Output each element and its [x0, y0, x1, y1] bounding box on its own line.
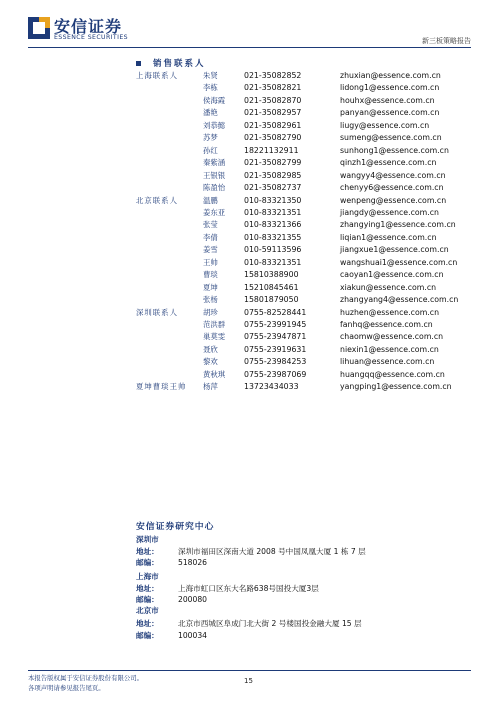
footer-divider: [28, 670, 471, 671]
contact-name: 杨萍: [203, 382, 218, 392]
table-row: [0, 120, 499, 132]
contact-phone: 021-35082799: [244, 158, 302, 168]
footer-disclaimer: 各项声明请参见报告尾页。: [28, 684, 105, 692]
contact-name: 黄秋琪: [203, 369, 226, 379]
logo-chinese-text: 安信证券: [54, 17, 123, 36]
address-label: 地址：: [136, 584, 159, 593]
table-row: [0, 95, 499, 107]
contact-email[interactable]: liqian1@essence.com.cn: [340, 232, 437, 242]
section-square-icon: [136, 61, 141, 66]
contact-phone: 010-83321351: [244, 207, 302, 217]
office-city: 深圳市: [136, 535, 159, 544]
contact-email[interactable]: fanhq@essence.com.cn: [340, 320, 433, 329]
table-row: [0, 182, 499, 194]
contact-email[interactable]: chenyy6@essence.com.cn: [340, 183, 444, 193]
office-city-row: [136, 605, 159, 616]
contact-phone: 010-83321350: [244, 195, 302, 205]
section-title: 销售联系人: [153, 59, 206, 69]
office-postcode-row: [136, 630, 207, 641]
contact-phone: 010-83321355: [244, 232, 302, 242]
table-row: [0, 145, 499, 157]
contact-email[interactable]: huangqq@essence.com.cn: [340, 369, 445, 379]
office-address-row: [136, 546, 366, 557]
contact-email[interactable]: chaomw@essence.com.cn: [340, 332, 444, 342]
office-postcode: 518026: [178, 558, 207, 567]
table-row: [0, 307, 499, 319]
office-address-row: [136, 618, 362, 629]
contact-region: 上海联系人: [136, 71, 178, 80]
contact-phone: 010-83321351: [244, 257, 302, 267]
contact-name: 姜东亚: [203, 207, 226, 217]
contact-phone: 0755-23919631: [244, 344, 307, 354]
contact-email[interactable]: huzhen@essence.com.cn: [340, 307, 440, 317]
contact-name: 巢莫雯: [203, 332, 226, 342]
table-row: [0, 269, 499, 281]
contact-email[interactable]: qinzh1@essence.com.cn: [340, 158, 437, 168]
contact-name: 聂欣: [203, 344, 218, 354]
contact-phone: 0755-82528441: [244, 307, 307, 317]
logo-mark-icon: [28, 17, 50, 39]
contact-email[interactable]: zhangyang4@essence.com.cn: [340, 295, 459, 305]
contact-email[interactable]: zhangying1@essence.com.cn: [340, 220, 456, 230]
table-row: [0, 356, 499, 368]
contact-name: 朱贤: [203, 71, 218, 80]
contact-phone: 15210845461: [244, 282, 299, 292]
contact-email[interactable]: wenpeng@essence.com.cn: [340, 195, 447, 205]
contact-region: 深圳联系人: [136, 307, 178, 317]
contact-name: 苏梦: [203, 133, 218, 143]
contact-name: 潘艳: [203, 108, 218, 118]
table-row: [0, 381, 499, 393]
contact-email[interactable]: jiangdy@essence.com.cn: [340, 207, 439, 217]
contact-phone: 021-35082790: [244, 133, 302, 143]
contact-phone: 021-35082821: [244, 83, 302, 93]
contact-name: 王银银: [203, 170, 226, 180]
contact-email[interactable]: yangping1@essence.com.cn: [340, 382, 452, 392]
table-row: [0, 82, 499, 94]
page-number: 15: [244, 677, 253, 685]
contact-name: 侯海霞: [203, 95, 226, 105]
contact-phone: 15810388900: [244, 270, 299, 280]
address-label: 地址：: [136, 547, 159, 556]
contact-email[interactable]: sunhong1@essence.com.cn: [340, 145, 449, 155]
contact-name: 孙红: [203, 145, 218, 155]
postcode-label: 邮编：: [136, 595, 159, 604]
contact-email[interactable]: wangshuai1@essence.com.cn: [340, 257, 458, 267]
office-address: 北京市西城区阜成门北大街 2 号楼国投金融大厦 15 层: [178, 619, 362, 628]
contact-name: 秦紫涵: [203, 158, 226, 168]
table-row: [0, 170, 499, 182]
table-row: [0, 157, 499, 169]
contact-name: 温鹏: [203, 195, 218, 205]
contact-email[interactable]: sumeng@essence.com.cn: [340, 133, 442, 143]
table-row: [0, 294, 499, 306]
contact-name: 曹琰: [203, 270, 218, 280]
office-address-row: [136, 583, 319, 594]
table-row: [0, 132, 499, 144]
office-city-row: [136, 571, 159, 582]
footer-copyright: 本报告版权属于安信证券股份有限公司。: [28, 674, 144, 682]
contact-phone: 0755-23991945: [244, 320, 307, 329]
office-city: 北京市: [136, 606, 159, 615]
header-divider: [28, 47, 471, 48]
office-city: 上海市: [136, 572, 159, 581]
contact-phone: 15801879050: [244, 295, 299, 305]
table-row: [0, 207, 499, 219]
postcode-label: 邮编：: [136, 558, 159, 567]
contact-name: 李倩: [203, 232, 218, 242]
table-row: [0, 195, 499, 207]
report-type: 新三板策略报告: [422, 37, 471, 45]
office-postcode: 100034: [178, 631, 207, 640]
contact-email[interactable]: lihuan@essence.com.cn: [340, 357, 435, 367]
contact-email[interactable]: wangyy4@essence.com.cn: [340, 170, 446, 180]
contact-region: 北京联系人: [136, 195, 178, 205]
contact-name: 李栋: [203, 83, 218, 93]
contact-phone: 021-35082737: [244, 183, 302, 193]
contact-name: 胡珍: [203, 307, 218, 317]
contact-email[interactable]: liugy@essence.com.cn: [340, 120, 430, 130]
contact-name: 张莹: [203, 220, 218, 230]
contact-email[interactable]: niexin1@essence.com.cn: [340, 344, 439, 354]
contact-phone: 010-83321366: [244, 220, 302, 230]
postcode-label: 邮编：: [136, 631, 159, 640]
contact-phone: 021-35082852: [244, 71, 302, 80]
table-row: [0, 70, 499, 82]
table-row: [0, 319, 499, 331]
office-address: 上海市虹口区东大名路638号国投大厦3层: [178, 584, 319, 593]
table-row: [0, 107, 499, 119]
contact-phone: 18221132911: [244, 145, 299, 155]
table-row: [0, 282, 499, 294]
contact-phone: 0755-23987069: [244, 369, 307, 379]
contact-email[interactable]: panyan@essence.com.cn: [340, 108, 440, 118]
contact-phone: 13723434033: [244, 382, 299, 392]
research-center-title-row: [136, 519, 214, 532]
contact-email[interactable]: xiakun@essence.com.cn: [340, 282, 437, 292]
address-label: 地址：: [136, 619, 159, 628]
office-postcode-row: [136, 594, 207, 605]
research-center-title: 安信证券研究中心: [136, 522, 215, 532]
contact-phone: 0755-23984253: [244, 357, 307, 367]
contact-phone: 021-35082957: [244, 108, 302, 118]
contact-email[interactable]: houhx@essence.com.cn: [340, 95, 435, 105]
contact-name: 夏坤: [203, 282, 218, 292]
contact-name: 范洪群: [203, 320, 226, 329]
table-row: [0, 369, 499, 381]
contact-name: 王帅: [203, 257, 218, 267]
logo-english-text: ESSENCE SECURITIES: [54, 34, 128, 41]
contact-name: 姜雪: [203, 245, 218, 255]
contact-phone: 010-59113596: [244, 245, 302, 255]
contact-phone: 021-35082985: [244, 170, 302, 180]
contact-email[interactable]: lidong1@essence.com.cn: [340, 83, 440, 93]
table-row: [0, 219, 499, 231]
table-row: [0, 344, 499, 356]
contact-name: 刘恭懿: [203, 120, 226, 130]
table-row: [0, 232, 499, 244]
office-city-row: [136, 534, 159, 545]
contact-phone: 021-35082961: [244, 120, 302, 130]
contact-email[interactable]: caoyan1@essence.com.cn: [340, 270, 444, 280]
office-postcode: 200080: [178, 595, 207, 604]
office-postcode-row: [136, 557, 207, 568]
table-row: [0, 257, 499, 269]
contact-phone: 021-35082870: [244, 95, 302, 105]
contact-phone: 0755-23947871: [244, 332, 307, 342]
contact-email[interactable]: zhuxian@essence.com.cn: [340, 71, 441, 80]
table-row: [0, 244, 499, 256]
contact-region: 夏坤曹琰王帅: [136, 382, 187, 392]
contact-email[interactable]: jiangxue1@essence.com.cn: [340, 245, 449, 255]
contact-name: 张杨: [203, 295, 218, 305]
contact-name: 陈盈怡: [203, 183, 226, 193]
office-address: 深圳市福田区深南大道 2008 号中国凤凰大厦 1 栋 7 层: [178, 547, 366, 556]
contact-name: 黎欢: [203, 357, 218, 367]
table-row: [0, 331, 499, 343]
